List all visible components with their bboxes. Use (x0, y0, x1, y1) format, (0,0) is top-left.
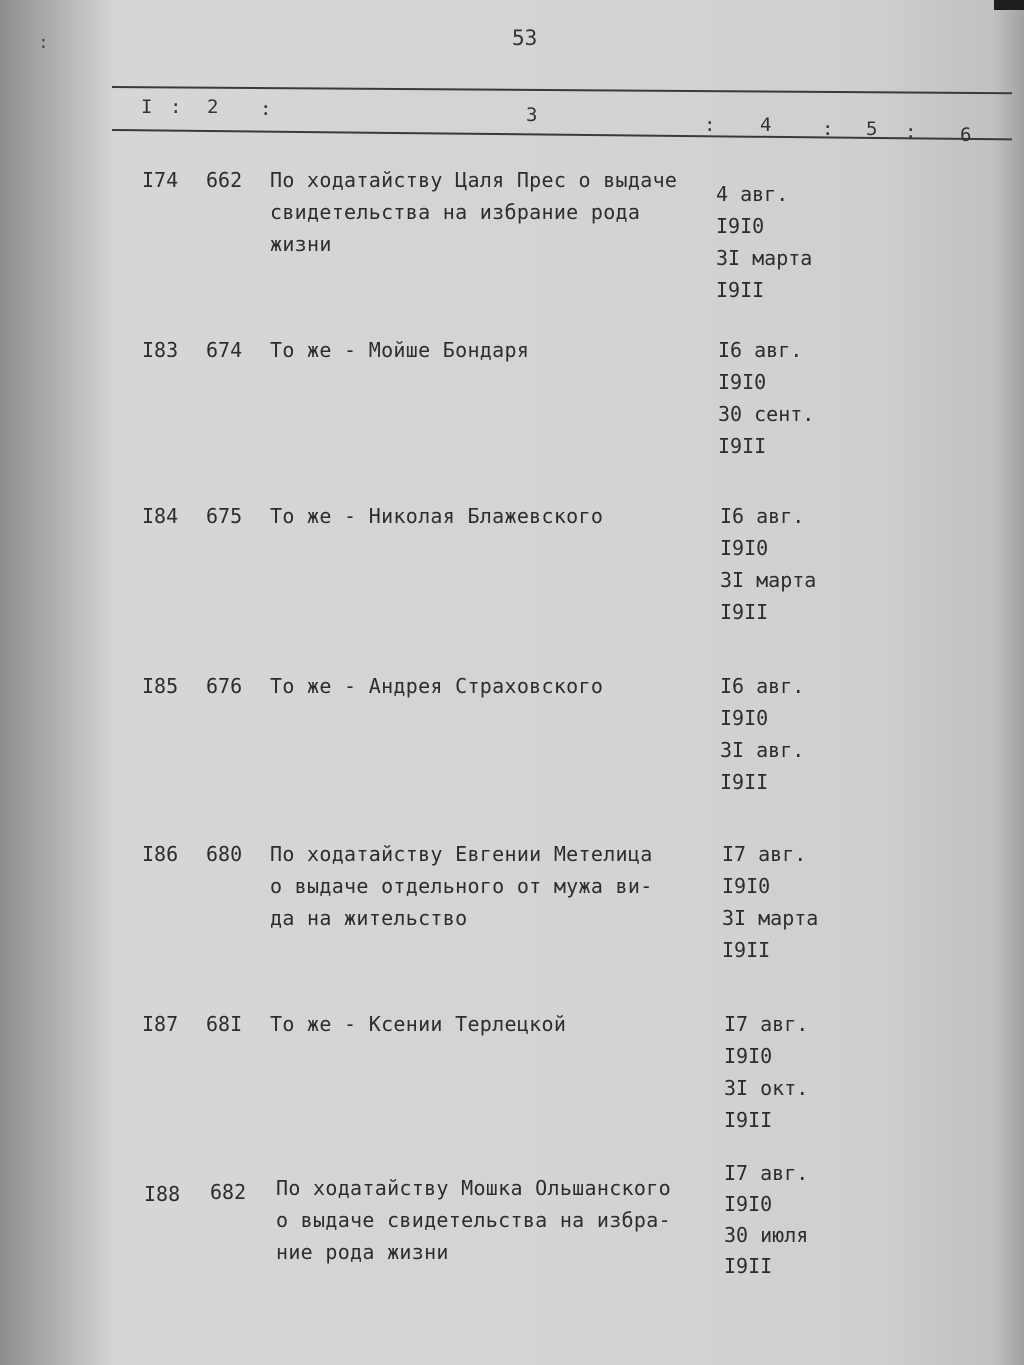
entry-dates (720, 500, 816, 628)
end-date: 3I окт. (724, 1076, 809, 1100)
end-date: 30 июля (724, 1223, 809, 1247)
page-number: 53 (512, 26, 538, 50)
start-year: I9I0 (720, 536, 769, 560)
entry-description (270, 838, 653, 934)
table-row (0, 500, 1024, 640)
table-row (0, 838, 1024, 978)
end-year: I9II (724, 1254, 773, 1278)
archive-number: 662 (206, 168, 243, 192)
entry-description (270, 1008, 566, 1040)
archive-number: 680 (206, 842, 243, 866)
header-col-6: 6 (960, 124, 972, 146)
entry-description (270, 670, 603, 702)
start-date: 4 авг. (716, 182, 789, 206)
start-year: I9I0 (720, 706, 769, 730)
description-line: свидетельства на избрание рода (270, 200, 641, 224)
entry-description (270, 164, 677, 260)
entry-dates (718, 334, 814, 462)
entry-dates (724, 1158, 808, 1282)
margin-mark: : (38, 32, 49, 53)
end-year: I9II (722, 938, 771, 962)
description-line: о выдаче отдельного от мужа ви- (270, 874, 653, 898)
start-date: I7 авг. (724, 1161, 809, 1185)
header-col-5: 5 (866, 118, 878, 140)
description-line: То же - Андрея Страховского (270, 674, 604, 698)
start-year: I9I0 (716, 214, 765, 238)
archive-number: 676 (206, 674, 243, 698)
header-sep-5: : (905, 121, 917, 143)
start-year: I9I0 (722, 874, 771, 898)
end-date: 30 сент. (718, 402, 815, 426)
table-row (0, 670, 1024, 810)
description-line: жизни (270, 232, 332, 256)
entry-number: I87 (142, 1012, 179, 1036)
end-year: I9II (724, 1108, 773, 1132)
entry-description (270, 500, 603, 532)
entry-dates (716, 178, 812, 306)
entry-dates (722, 838, 818, 966)
entry-description (276, 1172, 671, 1268)
description-line: То же - Мойше Бондаря (270, 338, 530, 362)
description-line: То же - Николая Блажевского (270, 504, 604, 528)
end-date: 3I марта (722, 906, 819, 930)
entry-dates (720, 670, 804, 798)
end-date: 3I марта (716, 246, 813, 270)
end-year: I9II (720, 600, 769, 624)
header-sep-2: : (260, 98, 272, 120)
start-date: I6 авг. (720, 504, 805, 528)
description-line: По ходатайству Мошка Ольшанского (276, 1176, 671, 1200)
entry-number: I88 (144, 1182, 181, 1206)
end-year: I9II (718, 434, 767, 458)
table-row (0, 334, 1024, 474)
archive-number: 675 (206, 504, 243, 528)
end-year: I9II (716, 278, 765, 302)
header-col-2: 2 (207, 96, 219, 118)
description-line: То же - Ксении Терлецкой (270, 1012, 567, 1036)
end-date: 3I авг. (720, 738, 805, 762)
start-date: I7 авг. (724, 1012, 809, 1036)
table-row (0, 1008, 1024, 1148)
entry-description (270, 334, 529, 366)
table-row (0, 1160, 1024, 1300)
start-date: I6 авг. (720, 674, 805, 698)
header-sep-1: : (170, 96, 182, 118)
header-top-rule (112, 86, 1012, 94)
start-date: I7 авг. (722, 842, 807, 866)
description-line: По ходатайству Евгении Метелица (270, 842, 653, 866)
description-line: ние рода жизни (276, 1240, 449, 1264)
start-year: I9I0 (718, 370, 767, 394)
end-date: 3I марта (720, 568, 817, 592)
header-col-1: I (141, 96, 153, 118)
end-year: I9II (720, 770, 769, 794)
description-line: По ходатайству Цаля Прес о выдаче (270, 168, 678, 192)
description-line: да на жительство (270, 906, 468, 930)
start-date: I6 авг. (718, 338, 803, 362)
entry-number: I74 (142, 168, 179, 192)
start-year: I9I0 (724, 1044, 773, 1068)
table-row (0, 164, 1024, 304)
entry-number: I83 (142, 338, 179, 362)
header-sep-3: : (704, 114, 716, 136)
entry-number: I84 (142, 504, 179, 528)
header-col-3: 3 (526, 104, 538, 126)
header-col-4: 4 (760, 114, 772, 136)
header-sep-4: : (822, 118, 834, 140)
archive-number: 674 (206, 338, 243, 362)
entry-dates (724, 1008, 808, 1136)
entry-number: I86 (142, 842, 179, 866)
entry-number: I85 (142, 674, 179, 698)
binding-shadow (994, 0, 1024, 10)
start-year: I9I0 (724, 1192, 773, 1216)
archive-number: 68I (206, 1012, 243, 1036)
archive-number: 682 (210, 1180, 247, 1204)
description-line: о выдаче свидетельства на избра- (276, 1208, 671, 1232)
